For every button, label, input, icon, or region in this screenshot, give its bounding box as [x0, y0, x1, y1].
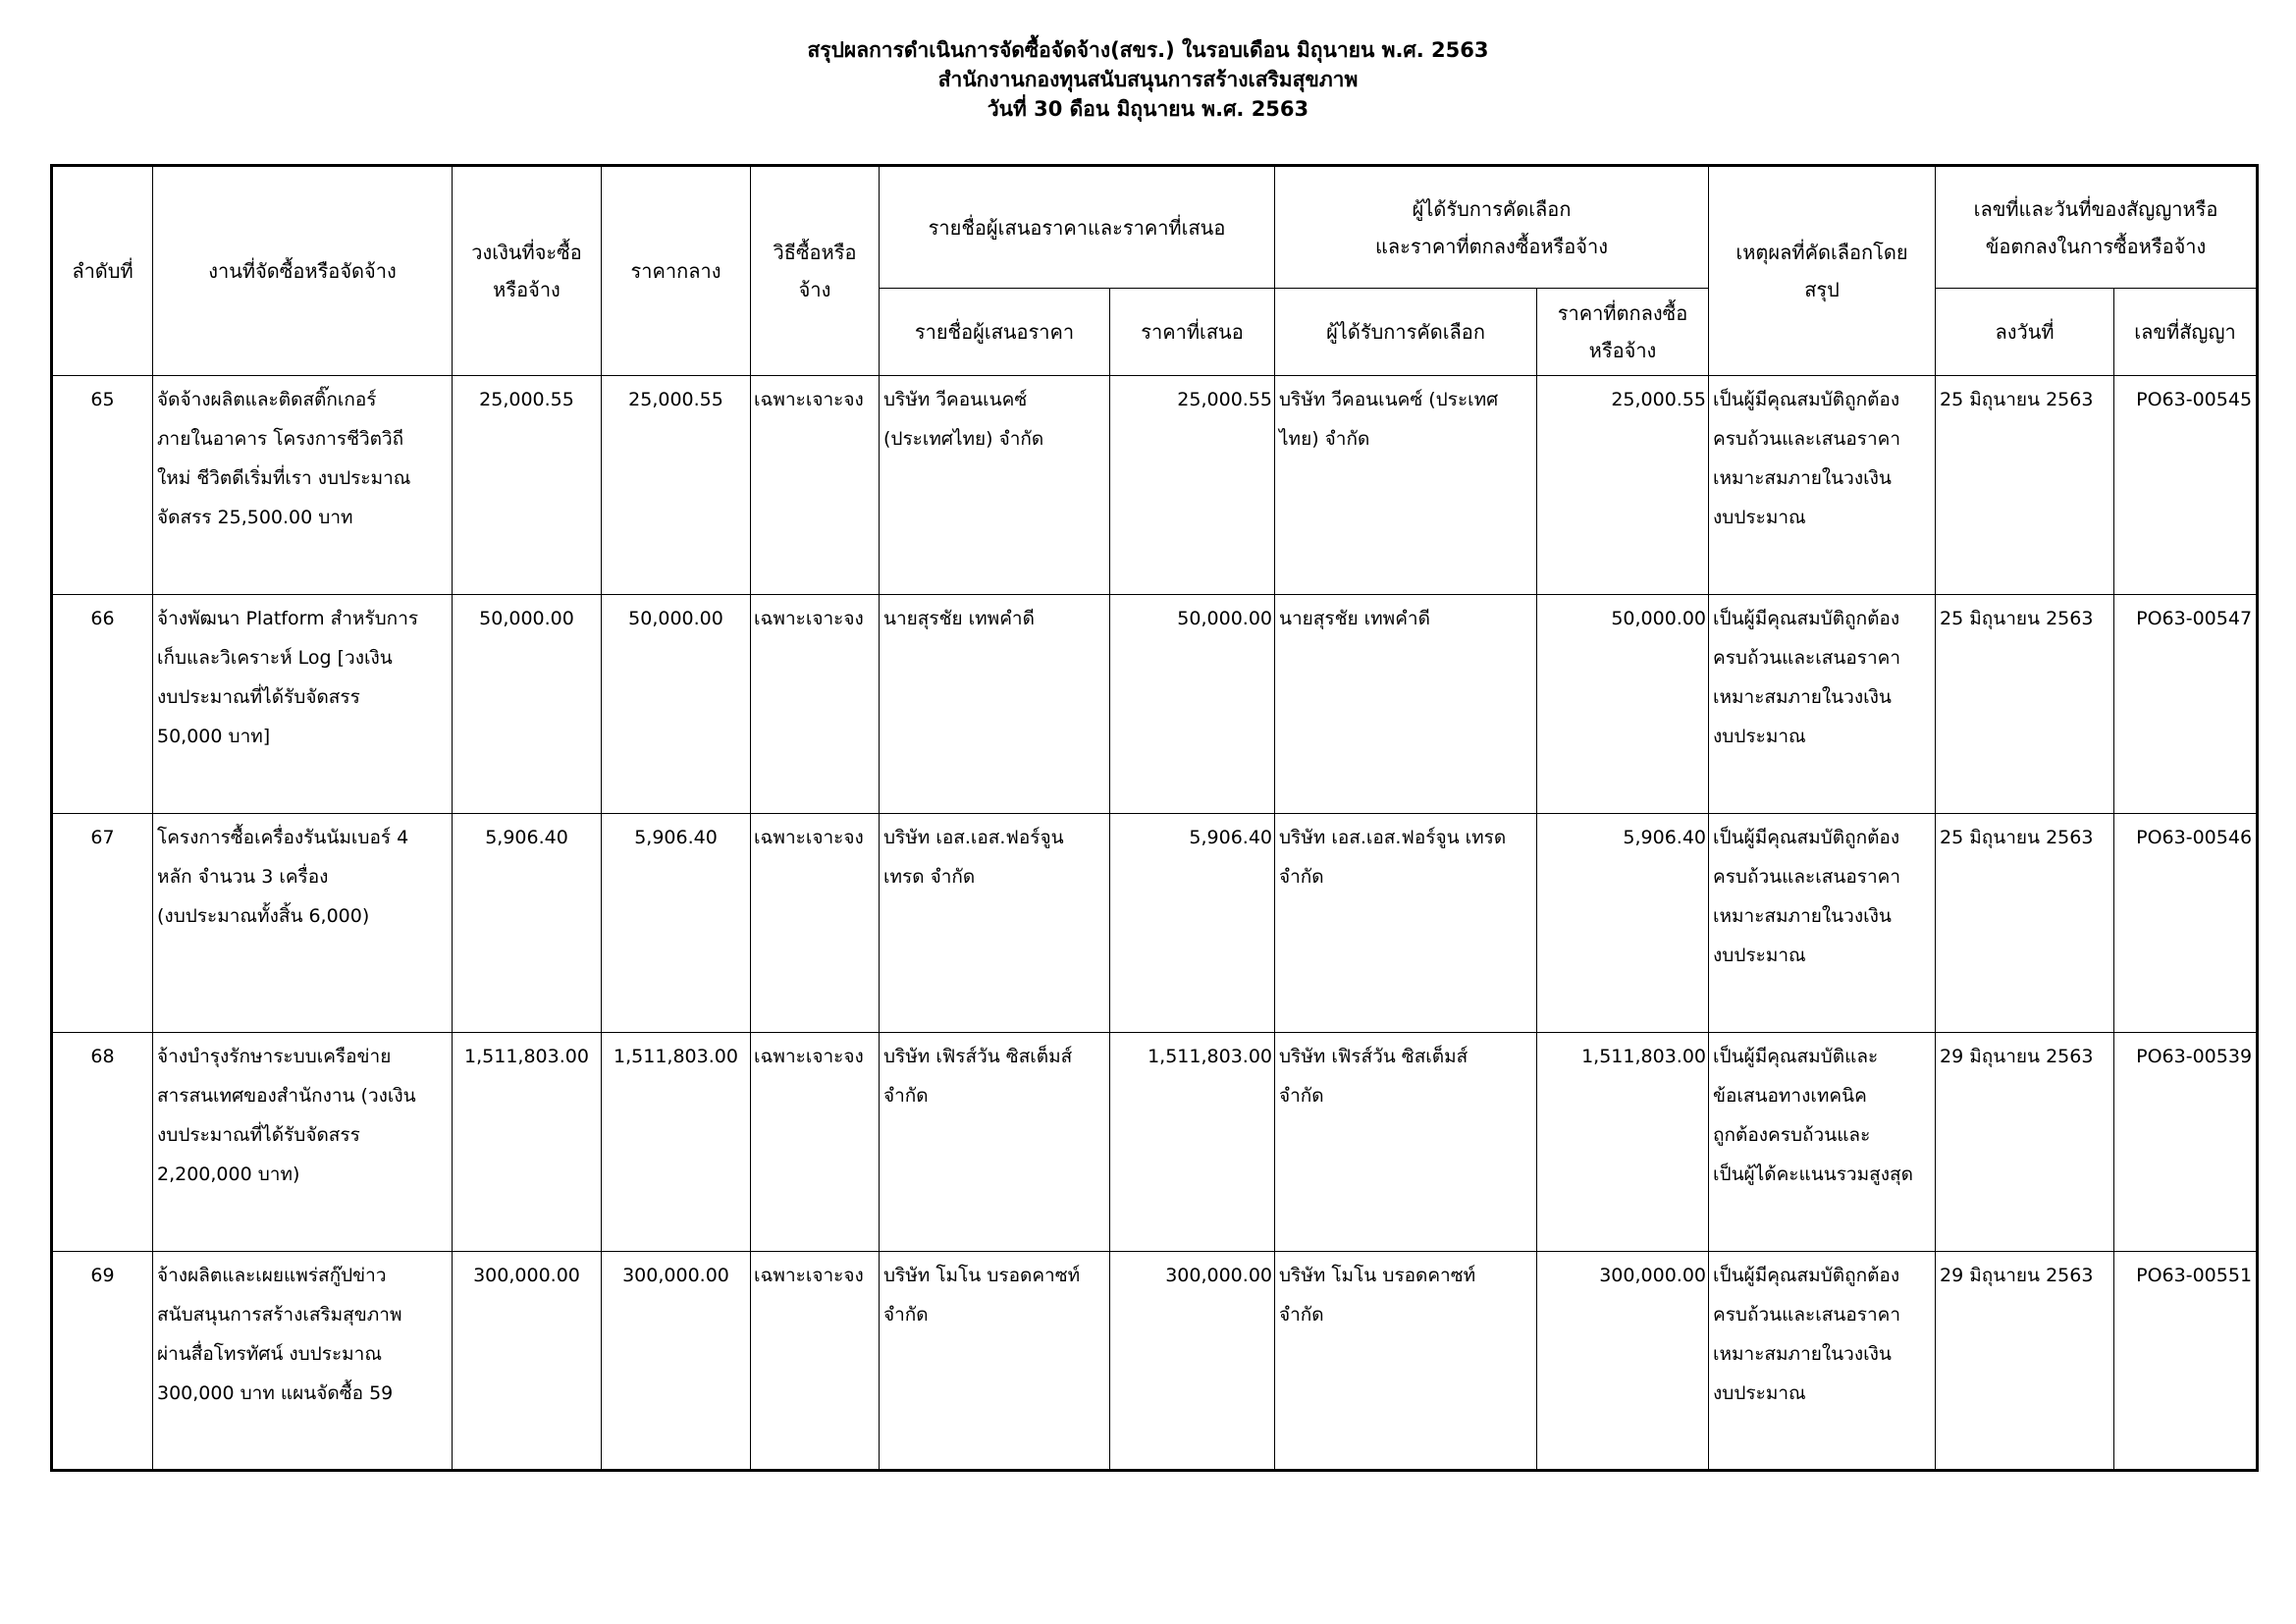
document-header: [0, 35, 2296, 124]
row-budget: 25,000.55: [479, 389, 574, 410]
header-contract-group: เลขที่และวันที่ของสัญญาหรือ ข้อตกลงในการซื้อหรือจ้าง: [1936, 166, 2258, 289]
row-median-price: 1,511,803.00: [614, 1046, 738, 1067]
row-no: 67: [90, 827, 115, 848]
header-budget: วงเงินที่จะซื้อ หรือจ้าง: [453, 166, 602, 376]
row-reason: เป็นผู้มีคุณสมบัติถูกต้อง ครบถ้วนและเสนอราคา เหมาะสมภายในวงเงิน งบประมาณ: [1713, 608, 1900, 747]
table-row: [52, 376, 2258, 595]
row-selected-name: นายสุรชัย เทพคำดี: [1279, 608, 1430, 629]
document-date: วันที่ 30 ดือน มิถุนายน พ.ศ. 2563: [987, 97, 1309, 121]
row-contract-no: PO63-00551: [2136, 1265, 2253, 1286]
row-agreed-price: 5,906.40: [1623, 827, 1707, 848]
row-work: จ้างผลิตและเผยแพร่สกู๊ปข่าว สนับสนุนการสร้างเสริมสุขภาพ ผ่านสื่อโทรทัศน์ งบประมาณ 300,000 บาท แผนจัดซื้อ 59: [157, 1265, 402, 1404]
row-budget: 300,000.00: [473, 1265, 580, 1286]
row-selected-name: บริษัท เฟิรส์วัน ซิสเต็มส์ จำกัด: [1279, 1046, 1468, 1107]
header-bidder-name: รายชื่อผู้เสนอราคา: [880, 289, 1110, 376]
row-reason: เป็นผู้มีคุณสมบัติถูกต้อง ครบถ้วนและเสนอราคา เหมาะสมภายในวงเงิน งบประมาณ: [1713, 1265, 1900, 1404]
row-method: เฉพาะเจาะจง: [754, 1265, 864, 1286]
row-contract-no: PO63-00545: [2136, 389, 2253, 410]
row-contract-date: 25 มิถุนายน 2563: [1940, 608, 2094, 629]
row-bid-price: 25,000.55: [1177, 389, 1272, 410]
row-bidder-name: นายสุรชัย เทพคำดี: [883, 608, 1035, 629]
row-budget: 1,511,803.00: [464, 1046, 589, 1067]
row-contract-date: 25 มิถุนายน 2563: [1940, 389, 2094, 410]
row-selected-name: บริษัท วีคอนเนคซ์ (ประเทศ ไทย) จำกัด: [1279, 389, 1499, 450]
row-reason: เป็นผู้มีคุณสมบัติถูกต้อง ครบถ้วนและเสนอราคา เหมาะสมภายในวงเงิน งบประมาณ: [1713, 389, 1900, 528]
row-agreed-price: 50,000.00: [1611, 608, 1707, 629]
row-method: เฉพาะเจาะจง: [754, 608, 864, 629]
header-agreed-price: ราคาที่ตกลงซื้อ หรือจ้าง: [1537, 289, 1709, 376]
row-reason: เป็นผู้มีคุณสมบัติและ ข้อเสนอทางเทคนิค ถูกต้องครบถ้วนและ เป็นผู้ได้คะแนนรวมสูงสุด: [1713, 1046, 1913, 1185]
header-contract-date: ลงวันที่: [1936, 289, 2114, 376]
row-work: จัดจ้างผลิตและติดสติ๊กเกอร์ ภายในอาคาร โครงการชีวิตวิถี ใหม่ ชีวิตดีเริ่มที่เรา งบประมาณ จัดสรร 25,500.00 บาท: [157, 389, 411, 528]
header-contract-no: เลขที่สัญญา: [2114, 289, 2258, 376]
row-work: โครงการซื้อเครื่องรันนัมเบอร์ 4 หลัก จำนวน 3 เครื่อง (งบประมาณทั้งสิ้น 6,000): [157, 827, 409, 927]
table-header-row: [52, 166, 2258, 289]
header-selected-name: ผู้ได้รับการคัดเลือก: [1275, 289, 1537, 376]
row-contract-no: PO63-00539: [2136, 1046, 2253, 1067]
row-bid-price: 5,906.40: [1189, 827, 1272, 848]
row-contract-date: 29 มิถุนายน 2563: [1940, 1046, 2094, 1067]
header-bid-price: ราคาที่เสนอ: [1110, 289, 1275, 376]
row-selected-name: บริษัท โมโน บรอดคาซท์ จำกัด: [1279, 1265, 1476, 1326]
row-method: เฉพาะเจาะจง: [754, 389, 864, 410]
row-bid-price: 300,000.00: [1165, 1265, 1272, 1286]
row-selected-name: บริษัท เอส.เอส.ฟอร์จูน เทรด จำกัด: [1279, 827, 1507, 888]
row-median-price: 50,000.00: [628, 608, 723, 629]
row-method: เฉพาะเจาะจง: [754, 827, 864, 848]
organization-name: สำนักงานกองทุนสนับสนุนการสร้างเสริมสุขภาพ: [937, 68, 1359, 91]
row-agreed-price: 300,000.00: [1599, 1265, 1707, 1286]
row-bidder-name: บริษัท เฟิรส์วัน ซิสเต็มส์ จำกัด: [883, 1046, 1073, 1107]
table-row: [52, 814, 2258, 1033]
row-work: จ้างบำรุงรักษาระบบเครือข่าย สารสนเทศของสำนักงาน (วงเงิน งบประมาณที่ได้รับจัดสรร 2,200,000 บาท): [157, 1046, 416, 1185]
row-work: จ้างพัฒนา Platform สำหรับการ เก็บและวิเคราะห์ Log [วงเงิน งบประมาณที่ได้รับจัดสรร 50,000 บาท]: [157, 608, 419, 747]
row-bidder-name: บริษัท วีคอนเนคซ์ (ประเทศไทย) จำกัด: [883, 389, 1044, 450]
row-no: 69: [90, 1265, 115, 1286]
row-median-price: 300,000.00: [622, 1265, 729, 1286]
row-budget: 5,906.40: [485, 827, 568, 848]
document-title: สรุปผลการดำเนินการจัดซื้อจัดจ้าง(สขร.) ในรอบเดือน มิถุนายน พ.ศ. 2563: [807, 38, 1489, 62]
procurement-table: [50, 164, 2259, 1472]
table-row: [52, 595, 2258, 814]
row-agreed-price: 25,000.55: [1611, 389, 1707, 410]
header-work: งานที่จัดซื้อหรือจัดจ้าง: [153, 166, 453, 376]
row-agreed-price: 1,511,803.00: [1581, 1046, 1707, 1067]
header-no: ลำดับที่: [52, 166, 153, 376]
row-bidder-name: บริษัท โมโน บรอดคาซท์ จำกัด: [883, 1265, 1081, 1326]
row-no: 65: [90, 389, 115, 410]
row-contract-date: 29 มิถุนายน 2563: [1940, 1265, 2094, 1286]
row-no: 68: [90, 1046, 115, 1067]
row-budget: 50,000.00: [479, 608, 574, 629]
row-method: เฉพาะเจาะจง: [754, 1046, 864, 1067]
header-median-price: ราคากลาง: [602, 166, 751, 376]
row-contract-date: 25 มิถุนายน 2563: [1940, 827, 2094, 848]
header-method: วิธีซื้อหรือ จ้าง: [751, 166, 880, 376]
row-contract-no: PO63-00546: [2136, 827, 2253, 848]
row-bid-price: 1,511,803.00: [1148, 1046, 1272, 1067]
header-reason: เหตุผลที่คัดเลือกโดย สรุป: [1709, 166, 1936, 376]
table-row: [52, 1033, 2258, 1252]
row-median-price: 25,000.55: [628, 389, 723, 410]
row-reason: เป็นผู้มีคุณสมบัติถูกต้อง ครบถ้วนและเสนอราคา เหมาะสมภายในวงเงิน งบประมาณ: [1713, 827, 1900, 966]
row-bid-price: 50,000.00: [1177, 608, 1272, 629]
header-bidders-group: รายชื่อผู้เสนอราคาและราคาที่เสนอ: [880, 166, 1275, 289]
row-median-price: 5,906.40: [634, 827, 718, 848]
row-bidder-name: บริษัท เอส.เอส.ฟอร์จูน เทรด จำกัด: [883, 827, 1064, 888]
table-row: [52, 1252, 2258, 1471]
header-selected-group: ผู้ได้รับการคัดเลือก และราคาที่ตกลงซื้อหรือจ้าง: [1275, 166, 1709, 289]
row-contract-no: PO63-00547: [2136, 608, 2253, 629]
row-no: 66: [90, 608, 115, 629]
